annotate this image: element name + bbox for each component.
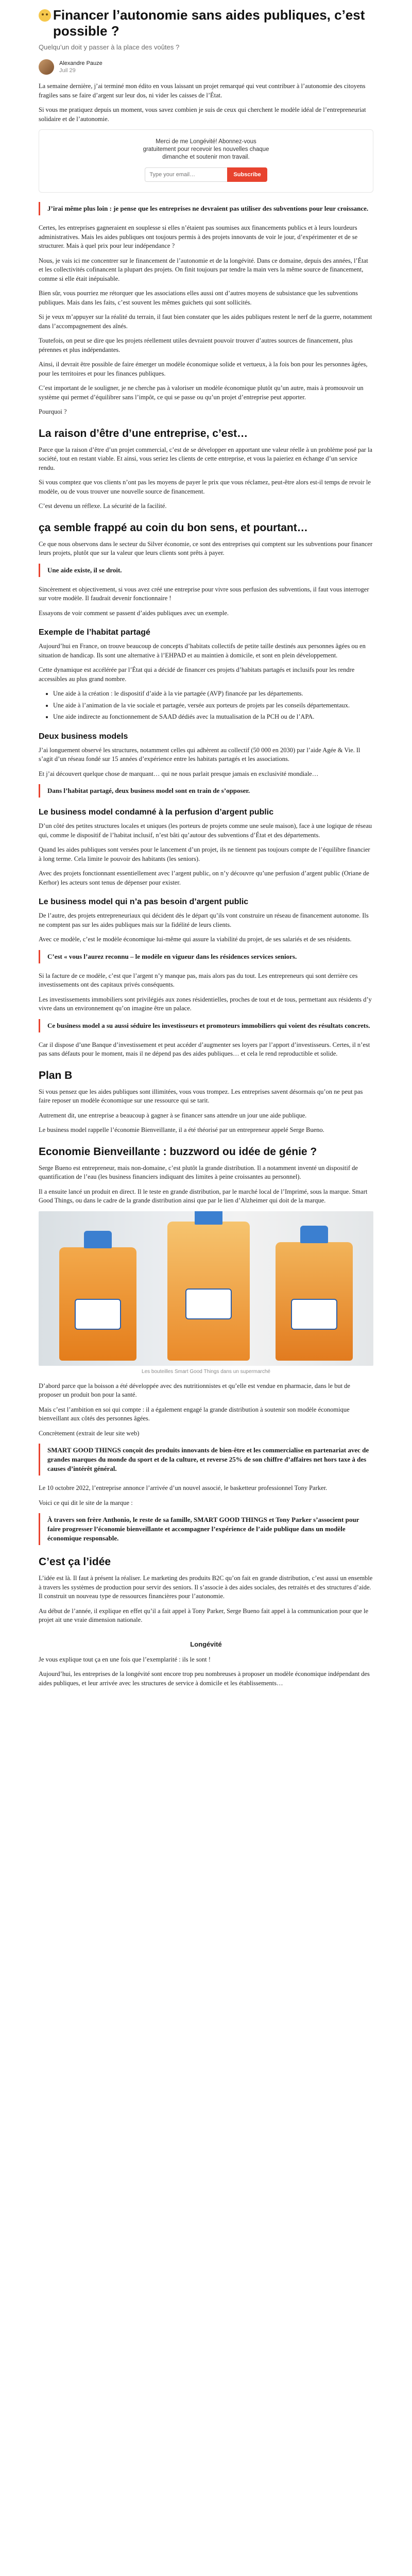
bottle-cap [300,1226,328,1243]
bottle-label [291,1299,337,1330]
body-paragraph: Bien sûr, vous pourriez me rétorquer que les associations elles aussi ont d’autres moyens de subsistance que les subventions publiques. Mais dans les faits, c’est souvent les mêmes guichets qui sont sollicités. [39,290,358,306]
body-paragraph: L’idée est là. Il faut à présent la réaliser. Le marketing des produits B2C qu’on fait en grande distribution, c’est aussi un ensemble à travers les systèmes de production pour servir des seniors. Il s’associe à des aides sociales, des retraités et des structures d’aide. Il construit un nouveau type de ressources financières pour l’autonomie. [39,1574,373,1600]
body-paragraph: Avec des projets fonctionnant essentiellement avec l’argent public, on n’y découvre qu’une perfusion d’argent public (Oriane de Kerhor) les acteurs sont tenus de dépenser pour exister. [39,870,369,886]
body-paragraph: C’est devenu un réflexe. La sécurité de la facilité. [39,502,167,510]
body-paragraph: Car il dispose d’une Banque d’investissement et peut accéder d’augmenter ses loyers par l’apport d’investisseurs. Certes, il n’est pas sans défauts pour le moment, mais il ne dépend pas des aides publiques… et cela le rend reproductible et solide. [39,1041,370,1057]
bottle-label [75,1299,121,1330]
body-paragraph: Autrement dit, une entreprise a beaucoup à gagner à se financer sans attendre un jour une aide publique. [39,1111,307,1119]
body-paragraph: Aujourd’hui en France, on trouve beaucoup de concepts d’habitats collectifs de petite taille destinés aux personnes âgées ou en situation de handicap. Ils sont une alternative à l’EHPAD et au maintien à domicile, et sont en plein développement. [39,642,366,659]
bottle-cap [195,1211,222,1225]
intro-paragraph-1: La semaine dernière, j’ai terminé mon édito en vous laissant un projet remarqué qui veut contribuer à l’autonomie des citoyens fragiles sans se faire d’argent sur leur dos, ni vider les caisses de l’État. [39,82,366,99]
byline [39,59,373,75]
section-heading: Deux business models [39,732,128,741]
body-paragraph: Voici ce qui dit le site de la marque : [39,1499,133,1506]
bullet-list [53,689,373,722]
body-paragraph: Le business model rappelle l’économie Bienveillante, il a été théorisé par un entrepreneur appelé Serge Bueno. [39,1126,324,1133]
body-paragraph: Parce que la raison d’être d’un projet commercial, c’est de se développer en apportant une valeur réelle à un problème posé par la société, tout en restant viable. Et ainsi, vous seriez les clients de cette entreprise, et vous la paieriez en échange d’un service rendu. [39,446,372,471]
pull-quote: J’irai même plus loin : je pense que les entreprises ne devraient pas utiliser des subventions pour leur croissance. [39,202,373,215]
list-item: • Une aide indirecte au fonctionnement de SAAD dédiés avec la mutualisation de la PCH ou de l’APA. [53,713,373,722]
body-paragraph: Ainsi, il devrait être possible de faire émerger un modèle économique solide et vertueux, à la fois bon pour les personnes âgées, pour les territoires et pour les finances publiques. [39,361,368,377]
body-paragraph: Les investissements immobiliers sont privilégiés aux zones résidentielles, proches de tout et de tous, permettant aux résidents d’y vivre dans un environnement qu’on imagine être un palace. [39,995,372,1012]
body-paragraph: D’un côté des petites structures locales et uniques (les porteurs de projets comme une seule maison), face à une logique de réseau qui, comme le dispositif de l’habitat inclusif, n’est bâti qu’autour des subventions d’État et des départements. [39,822,372,839]
section-heading: C’est ça l’idée [39,1556,111,1568]
share-section [39,1640,373,1688]
post-subtitle: Quelqu’un doit y passer à la place des voûtes ? [39,43,180,51]
body-paragraph: Toutefois, on peut se dire que les projets réellement utiles devraient pouvoir trouver d’autres sources de financement, plus pérennes et plus indépendantes. [39,337,353,353]
body-paragraph: Je vous explique tout ça en une fois que l’exemplarité : ils le sont ! [39,1655,211,1663]
section-heading: Le business model condamné à la perfusion d’argent public [39,808,274,817]
body-paragraph: D’abord parce que la boisson a été développée avec des nutritionnistes et qu’elle est vendue en pharmacie, dans le but de proposer un produit bon pour la santé. [39,1382,350,1398]
avatar[interactable] [39,59,54,75]
pull-quote: À travers son frère Anthonio, le reste de sa famille, SMART GOOD THINGS et Tony Parker s’associent pour faire progresser l’économie bienveillante et accompagner l’expérience de l’aide publique dans un modèle économique responsable. [39,1513,373,1545]
subscribe-box [39,129,373,193]
body-paragraph: Si vous comptez que vos clients n’ont pas les moyens de payer le prix que vous réclamez, peut-être alors est-il temps de revoir le modèle, ou de vous trouver une nouvelle source de financement. [39,479,371,495]
section-heading: Economie Bienveillante : buzzword ou idée de génie ? [39,1145,317,1158]
section-heading: Exemple de l’habitat partagé [39,628,150,637]
subscribe-text: Merci de me Longévité! Abonnez-vous gratuitement pour recevoir les nouvelles chaque dimanche et soutenir mon travail. [143,139,269,160]
body-paragraph: Et j’ai découvert quelque chose de marquant… qui ne nous parlait presque jamais en exclusivité mondiale… [39,770,319,777]
body-paragraph: Avec ce modèle, c’est le modèle économique lui-même qui assure la viabilité du projet, de ses salariés et de ses résidents. [39,936,352,943]
body-paragraph: Serge Bueno est entrepreneur, mais non-domaine, c’est plutôt la grande distribution. Il a notamment inventé un dispositif de quantification de l’eau (les business financiers indiquant des limites à peine croissantes au personnel). [39,1164,358,1180]
body-paragraph: Quand les aides publiques sont versées pour le lancement d’un projet, ils ne tiennent pas toujours compte de l’équilibre financier à long terme. Cela limite le pouvoir des habitants (les seniors). [39,846,370,862]
body-paragraph: Aujourd’hui, les entreprises de la longévité sont encore trop peu nombreuses à proposer un modèle économique indépendant des aides publiques, et leur arrivée avec les structures de service à domicile et les établissements… [39,1670,370,1687]
publication-name[interactable]: Longévité [190,1640,222,1648]
body-paragraph: C’est important de le souligner, je ne cherche pas à valoriser un modèle économique plutôt qu’un autre, mais à promouvoir un système qui permet d’équilibrer sans l’impôt, ce qui se passe ou qu’un projet d’entreprise peut apporter. [39,384,364,401]
post-title [39,7,373,39]
author-name[interactable]: Alexandre Pauze [59,60,102,66]
body-paragraph: Le 10 octobre 2022, l’entreprise annonce l’arrivée d’un nouvel associé, le basketteur professionnel Tony Parker. [39,1484,328,1492]
article-column [39,0,373,1688]
body-paragraph: Mais c’est l’ambition en soi qui compte : il a également engagé la grande distribution à soutenir son modèle économique bienveillant aux côtés des personnes âgées. [39,1405,350,1422]
bottle-label [185,1289,232,1319]
body-paragraph: Il a ensuite lancé un produit en direct. Il le teste en grande distribution, par le marché local de l’Imprimé, sous la marque. Smart Good Things, ou dans le cadre de la grande distribution ainsi que par le lien d’Alzheimer qui doit de la marque. [39,1188,368,1204]
section-heading: La raison d’être d’une entreprise, c’est… [39,427,248,439]
list-item: • Une aide à l’animation de la vie sociale et partagée, versée aux porteurs de projets par les conseils départementaux. [53,701,373,710]
bottle-cap [84,1231,112,1248]
section-heading: Plan B [39,1069,73,1081]
email-field[interactable] [145,167,227,182]
body-paragraph: Certes, les entreprises gagneraient en souplesse si elles n’étaient pas soumises aux financements publics et à leurs lourdeurs administratives. Mais les aides publiques ont toujours permis à des projets innovants de voir le jour, d’expérimenter et de se structurer. Mais à quel prix pour leur indépendance ? [39,224,358,249]
body-paragraph: Au début de l’année, il explique en effet qu’il a fait appel à Tony Parker, Serge Bueno fait appel à la communication pour que le projet ait une vraie dimension nationale. [39,1607,369,1623]
body-paragraph: Sincèrement et objectivement, si vous avez créé une entreprise pour vivre sous perfusion des subventions, il faut vous interroger sur votre modèle. Il faudrait devenir fonctionnaire ! [39,585,369,602]
section-heading: ça semble frappé au coin du bon sens, et pourtant… [39,521,308,534]
subscribe-button[interactable]: Subscribe [227,167,267,182]
body-paragraph: Essayons de voir comment se passent d’aides publiques avec un exemple. [39,609,229,617]
product-photo[interactable] [39,1211,373,1366]
body-paragraph: Si la facture de ce modèle, c’est que l’argent n’y manque pas, mais alors pas du tout. Les entrepreneurs qui sont derrière ces investissements ont des capitaux privés conséquents. [39,972,358,988]
body-paragraph: De l’autre, des projets entrepreneuriaux qui décident dès le départ qu’ils vont construire un réseau de financement autonome. Ils ne comptent pas sur les aides publiques mais sur la fidélité de leurs clients. [39,912,369,928]
pull-quote: C’est « vous l’aurez reconnu – le modèle en vigueur dans les résidences services seniors. [39,950,373,963]
section-heading: Le business model qui n’a pas besoin d’argent public [39,897,249,906]
image-caption: Les bouteilles Smart Good Things dans un supermarché [142,1368,270,1375]
face-emoji-icon [39,9,51,22]
intro-paragraph-2: Si vous me pratiquez depuis un moment, vous savez combien je suis de ceux qui cherchent le modèle idéal de l’entrepreneuriat solidaire et de l’autonomie. [39,106,366,123]
post-title-text: Financer l’autonomie sans aides publiques, c’est possible ? [53,7,365,39]
body-paragraph: Pourquoi ? [39,408,67,415]
post-date: Juil 29 [59,67,76,74]
list-item: • Une aide à la création : le dispositif d’aide à la vie partagée (AVP) financée par les départements. [53,689,373,699]
pull-quote: Une aide existe, il se droit. [39,564,373,577]
body-paragraph: Concrètement (extrait de leur site web) [39,1429,140,1437]
pull-quote: Dans l’habitat partagé, deux business model sont en train de s’opposer. [39,784,373,798]
pull-quote: SMART GOOD THINGS conçoit des produits innovants de bien-être et les commercialise en partenariat avec de grandes marques du monde du sport et de la culture, et reverse 25% de son chiffre d’affaires net hors taxe à des causes d’intérêt général. [39,1444,373,1476]
body-paragraph: Nous, je vais ici me concentrer sur le financement de l’autonomie et de la longévité. Dans ce domaine, depuis des années, l’État et les collectivités cofinancent la plupart des projets. On finit toujours par tendre la main vers la même source de financement, comme si elle était inépuisable. [39,257,368,282]
subscribe-form [49,167,363,182]
body-paragraph: Ce que nous observons dans le secteur du Silver économie, ce sont des entreprises qui comptent sur les subventions pour financer leurs projets, plutôt que sur la valeur que leurs clients sont prêts à payer. [39,540,373,556]
body-paragraph: J’ai longuement observé les structures, notamment celles qui adhèrent au collectif (50 000 en 2030) par l’aide Agée & Vie. Il s’agit d’un réseau fondé sur 15 années d’expérience entre les habitats partagés et les associations. [39,746,360,762]
body-paragraph: Si vous pensez que les aides publiques sont illimitées, vous vous trompez. Les entreprises savent désormais qu’on ne peut pas faire reposer un modèle économique sur une ressource qui se tarit. [39,1088,363,1104]
pull-quote: Ce business model a su aussi séduire les investisseurs et promoteurs immobiliers qui voient des résultats concrets. [39,1019,373,1032]
byline-text [59,60,102,74]
body-paragraph: Cette dynamique est accélérée par l’État qui a décidé de financer ces projets d’habitats partagés et inclusifs pour les rendre accessibles au plus grand nombre. [39,666,355,683]
body-paragraph: Si je veux m’appuyer sur la réalité du terrain, il faut bien constater que les aides publiques restent le nerf de la guerre, notamment dans l’accompagnement des aînés. [39,313,372,330]
